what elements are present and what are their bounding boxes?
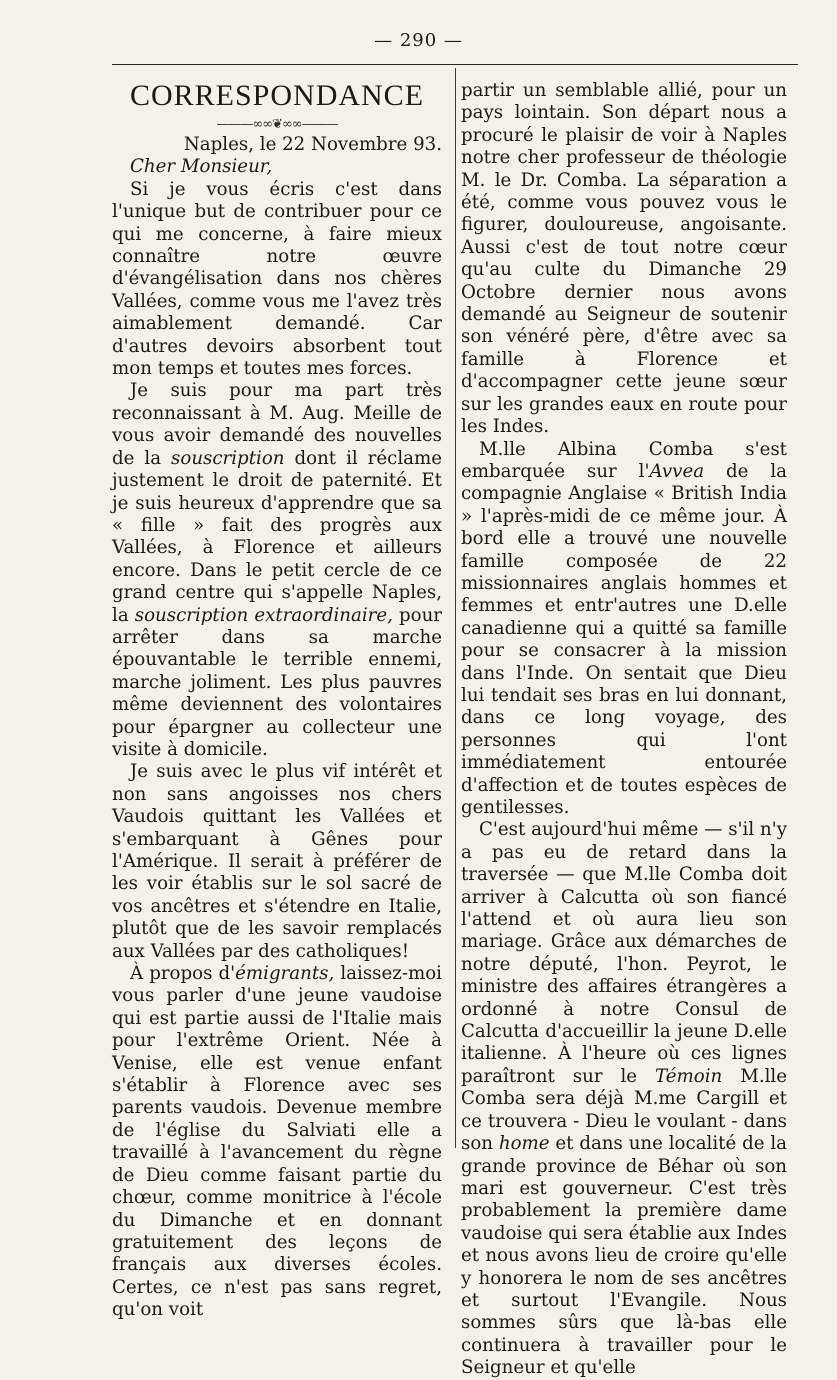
paragraph-5: partir un semblable allié, pour un pays lointain. Son départ nous a procuré le plaisir de voir à Naples notre cher professeur de théologie M. le Dr. Comba. La séparation a été, comme vous pouvez vous le figurer, douloureuse, angoisante. Aussi c'est de tout notre cœur qu'au culte du Dimanche 29 Octobre dernier nous avons demandé au Seigneur de soutenir son vénéré père, d'être avec sa famille à Florence et d'accompagner cette jeune sœur sur les grandes eaux en route pour les Indes. bbox=[461, 80, 787, 438]
paragraph-4 bbox=[112, 963, 442, 1322]
paragraph-7 bbox=[461, 819, 787, 1379]
temoin-italic: Témoin bbox=[655, 1065, 723, 1087]
paragraph-6 bbox=[461, 439, 787, 820]
title-ornament: ———∞∞❦∞∞——— bbox=[216, 117, 338, 132]
paragraph-3: Je suis avec le plus vif intérêt et non sans angoisses nos chers Vaudois quittant les Vallées et s'embarquant à Gênes pour l'Amérique. Il serait à préférer de les voir établis sur le sol sacré de vos ancêtres et s'étendre en Italie, plutôt que de les savoir remplacés aux Vallées par des catholiques! bbox=[112, 761, 442, 962]
right-column bbox=[461, 80, 787, 1380]
paragraph-6-text-b: de la compagnie Anglaise « British India » l'après-midi de ce même jour. À bord elle a trouvé une nouvelle famille composée de 22 missionnaires anglais hommes et femmes et entr'autres une D.elle canadienne qui a quitté sa famille pour se consacrer à la mission dans l'Inde. On sentait que Dieu lui tendait ses bras en lui donnant, dans ce long voyage, des personnes qui l'ont immédiatement entourée d'affection et de toutes espèces de gentilesses. bbox=[461, 460, 787, 818]
page-number: — 290 — bbox=[374, 30, 463, 51]
emigrants-italic: émigrants, bbox=[235, 963, 335, 985]
home-italic: home bbox=[498, 1133, 550, 1155]
ship-name-italic: Avvea bbox=[649, 460, 705, 482]
souscription-italic: souscription bbox=[171, 447, 285, 469]
paragraph-6-text-a: M.lle Albina Comba s'est embarquée sur l' bbox=[461, 438, 787, 482]
paragraph-2-text-a: Je suis pour ma part très reconnaissant à M. Aug. Meille de vous avoir demandé des nouvelles de la bbox=[112, 380, 442, 469]
paragraph-2 bbox=[112, 380, 442, 761]
left-column bbox=[112, 78, 442, 1322]
paragraph-2-text-c: pour arrêter dans sa marche épouvantable le terrible ennemi, marche joliment. Les plus pauvres même deviennent des volontaires pour épargner au collecteur une visite à domicile. bbox=[112, 604, 442, 760]
paragraph-1: Si je vous écris c'est dans l'unique but de contribuer pour ce qui me concerne, à faire mieux connaître notre œuvre d'évangélisation dans nos chères Vallées, comme vous me l'avez très aimablement demandé. Car d'autres devoirs absorbent tout mon temps et toutes mes forces. bbox=[112, 178, 442, 380]
paragraph-7-text-c: et dans une localité de la grande province de Béhar où son mari est gouverneur. C'est très probablement la première dame vaudoise qui sera établie aux Indes et nous avons lieu de croire qu'elle y honorera le nom de ses ancêtres et surtout l'Evangile. Nous sommes sûrs que là-bas elle continuera à travailler pour le Seigneur et qu'elle bbox=[461, 1133, 787, 1379]
header-rule bbox=[112, 64, 798, 65]
paragraph-2-text-b: dont il réclame justement le droit de paternité. Et je suis heureux d'apprendre que sa « fille » fait des progrès aux Vallées, à Florence et ailleurs encore. Dans le petit cercle de ce grand centre qui s'appelle Naples, la bbox=[112, 447, 442, 626]
salutation: Cher Monsieur, bbox=[130, 156, 273, 178]
paragraph-4-text-a: À propos d' bbox=[130, 963, 236, 985]
paragraph-4-text-b: laissez-moi vous parler d'une jeune vaudoise qui est partie aussi de l'Italie mais pour l'extrême Orient. Née à Venise, elle est venue enfant s'établir à Florence avec ses parents vaudois. Devenue membre de l'église du Salviati elle a travaillé à l'avancement du règne de Dieu comme faisant partie du chœur, comme monitrice à l'école du Dimanche et en donnant gratuitement des leçons de français aux diverses écoles. Certes, ce n'est pas sans regret, qu'on voit bbox=[112, 963, 442, 1321]
dateline: Naples, le 22 Novembre 93. bbox=[183, 134, 442, 155]
paragraph-7-text-b: M.lle Comba sera déjà M.me Cargill et ce trouvera - Dieu le voulant - dans son bbox=[461, 1065, 787, 1155]
souscription-extraordinaire-italic: souscription extraordinaire, bbox=[134, 604, 393, 626]
article-title: CORRESPONDANCE bbox=[129, 79, 425, 112]
column-divider bbox=[455, 68, 456, 1148]
paragraph-7-text-a: C'est aujourd'hui même — s'il n'y a pas eu de retard dans la traversée — que M.lle Comba doit arriver à Calcutta où son fiancé l'attend et où aura lieu son mariage. Grâce aux démarches de notre député, l'hon. Peyrot, le ministre des affaires étrangères a ordonné à notre Consul de Calcutta d'accueillir la jeune D.elle italienne. À l'heure où ces lignes paraîtront sur le bbox=[461, 819, 787, 1087]
